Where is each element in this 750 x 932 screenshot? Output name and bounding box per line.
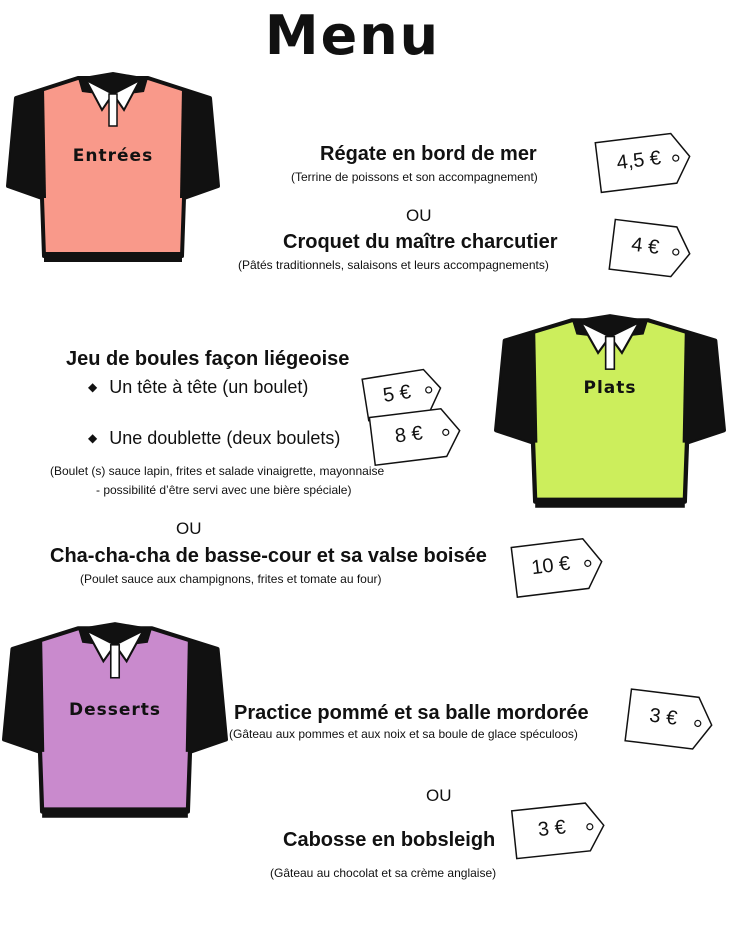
price-tag-plat-1b <box>367 405 465 468</box>
or-desserts: OU <box>426 786 452 805</box>
dessert-dish-1-desc: (Gâteau aux pommes et aux noix et sa boule de glace spéculoos) <box>229 727 578 741</box>
page-title: Menu <box>264 4 441 67</box>
shirt-icon-plats <box>494 308 726 518</box>
diamond-bullet-icon: ◆ <box>88 431 98 445</box>
price-dessert-1: 3 € <box>648 704 679 730</box>
price-plat-1b: 8 € <box>393 422 424 448</box>
diamond-bullet-icon: ◆ <box>88 380 98 394</box>
price-tag-plat-2 <box>509 535 607 600</box>
plat-dish-1-desc-1: (Boulet (s) sauce lapin, frites et salade vinaigrette, mayonnaise <box>50 464 385 478</box>
or-plats: OU <box>176 519 202 538</box>
entree-dish-1-name: Régate en bord de mer <box>320 143 537 165</box>
plat-dish-1-desc-2: - possibilité d’être servi avec une bière spéciale) <box>96 483 352 497</box>
price-plat-1a: 5 € <box>381 380 413 407</box>
section-label-plats: Plats <box>583 378 637 398</box>
polo-shirt-icon <box>6 66 220 272</box>
section-label-entrees: Entrées <box>72 146 154 166</box>
polo-shirt-icon <box>2 616 228 828</box>
plat-dish-1-name: Jeu de boules façon liégeoise <box>66 348 350 370</box>
shirt-icon-entrees <box>6 66 220 272</box>
plat-option-1-text: Un tête à tête (un boulet) <box>109 377 309 397</box>
price-tag-dessert-2 <box>510 799 609 861</box>
or-entrees: OU <box>406 206 432 225</box>
shirt-icon-desserts <box>2 616 228 828</box>
entree-dish-2-name: Croquet du maître charcutier <box>283 231 558 253</box>
dessert-dish-2-desc: (Gâteau au chocolat et sa crème anglaise) <box>270 866 497 880</box>
polo-shirt-icon <box>494 308 726 518</box>
price-tag-entree-1 <box>593 129 695 194</box>
plat-dish-2-name: Cha-cha-cha de basse-cour et sa valse boisée <box>50 545 487 567</box>
plat-option-2-text: Une doublette (deux boulets) <box>109 428 341 448</box>
plat-option-2 <box>88 428 340 449</box>
plat-option-1 <box>88 377 308 398</box>
dessert-dish-1-name: Practice pommé et sa balle mordorée <box>234 702 589 724</box>
price-dessert-2: 3 € <box>536 816 567 842</box>
price-plat-2: 10 € <box>530 552 572 580</box>
price-tag-dessert-1 <box>623 687 717 753</box>
dessert-dish-2-name: Cabosse en bobsleigh <box>283 829 496 851</box>
entree-dish-2-desc: (Pâtés traditionnels, salaisons et leurs accompagnements) <box>238 258 549 272</box>
price-entree-2: 4 € <box>630 233 661 259</box>
entree-dish-1-desc: (Terrine de poissons et son accompagnement) <box>291 170 538 184</box>
section-label-desserts: Desserts <box>68 700 162 720</box>
plat-dish-2-desc: (Poulet sauce aux champignons, frites et tomate au four) <box>80 572 382 586</box>
price-tag-entree-2 <box>607 217 695 281</box>
price-entree-1: 4,5 € <box>615 146 663 175</box>
